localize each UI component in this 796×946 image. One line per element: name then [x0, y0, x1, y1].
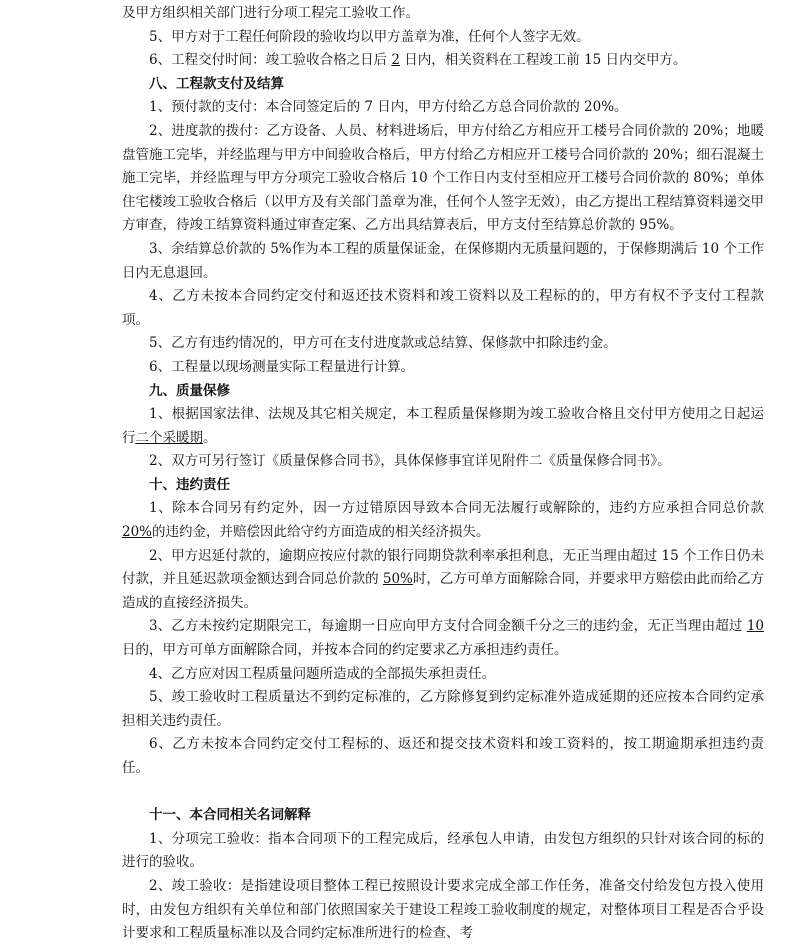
- paragraph: 及甲方组织相关部门进行分项工程完工验收工作。: [122, 5, 419, 21]
- text: 的违约金，并赔偿因此给守约方面造成的相关经济损失。: [152, 524, 490, 541]
- underlined-value: 2: [391, 52, 400, 69]
- section-heading: 九、质量保修: [149, 382, 230, 399]
- underlined-value: 50%: [382, 571, 413, 588]
- paragraph: 6、乙方未按本合同约定交付工程标的、返还和提交技术资料和竣工资料的，按工期逾期承担违约责任。: [122, 736, 764, 776]
- text: 6、工程交付时间：竣工验收合格之日后: [149, 52, 392, 69]
- section-heading: 八、工程款支付及结算: [149, 75, 284, 92]
- paragraph: [122, 497, 764, 544]
- section-heading: 十、违约责任: [149, 476, 230, 493]
- paragraph: 5、乙方有违约情况的，甲方可在支付进度款或总结算、保修款中扣除违约金。: [149, 335, 617, 352]
- paragraph: 1、预付款的支付：本合同签定后的 7 日内，甲方付给乙方总合同价款的 20%。: [149, 99, 628, 116]
- text: 日内，相关资料在工程竣工前 15 日内交甲方。: [399, 52, 687, 69]
- paragraph: 4、乙方应对因工程质量问题所造成的全部损失承担责任。: [149, 665, 496, 682]
- text: 日的，甲方可单方面解除合同，并按本合同的约定要求乙方承担违约责任。: [122, 642, 568, 659]
- section-heading: 十一、本合同相关名词解释: [149, 807, 311, 824]
- paragraph: 2、竣工验收：是指建设项目整体工程已按照设计要求完成全部工作任务，准备交付给发包方投入使用时，由发包方组织有关单位和部门依照国家关于建设工程竣工验收制度的规定，对整体项目工程是否合乎设计要求和工程质量标准以及合同约定标准所进行的检查、考: [122, 877, 764, 942]
- paragraph: 2、进度款的拨付：乙方设备、人员、材料进场后，甲方付给乙方相应开工楼号合同价款的 20%；地暖盘管施工完毕，并经监理与甲方中间验收合格后，甲方付给乙方相应开工楼号合同价款的 20%；细石混凝土施工完毕，并经监理与甲方分项完工验收合格后 10 个工作日内支付至相应开工楼号合同价款的 80%；单体住宅楼竣工验收合格后（以甲方及有关部门盖章为准，任何个人签字无效），由乙方提出工程结算资料递交甲方审查，待竣工结算资料通过审查定案、乙方出具结算表后，甲方支付至结算总价款的 95%。: [122, 122, 764, 234]
- paragraph: [122, 403, 764, 450]
- paragraph: 5、竣工验收时工程质量达不到约定标准的，乙方除修复到约定标准外造成延期的还应按本合同约定承担相关违约责任。: [122, 689, 764, 729]
- paragraph: 5、甲方对于工程任何阶段的验收均以甲方盖章为准，任何个人签字无效。: [149, 28, 590, 45]
- paragraph: 2、双方可另行签订《质量保修合同书》，具体保修事宜详见附件二《质量保修合同书》。: [149, 453, 671, 470]
- paragraph: [122, 545, 764, 616]
- text: 1、根据国家法律、法规及其它相关规定，本工程质量保修期为竣工验收合格且交付甲方使用之日起运行: [122, 406, 764, 446]
- paragraph: [122, 49, 764, 73]
- text: 2、甲方迟延付款的，逾期应按应付款的银行同期贷款利率承担利息，无正当理由超过 15 个工作日仍未付款，并且延迟款项金额达到合同总价款的: [122, 547, 764, 588]
- text: 1、除本合同另有约定外，因一方过错原因导致本合同无法履行或解除的，违约方应承担合同总价款: [149, 500, 764, 517]
- text: 时，乙方可单方面解除合同，并要求甲方赔偿由此而给乙方造成的直接经济损失。: [122, 571, 764, 611]
- paragraph: [122, 615, 764, 662]
- blank-line: [122, 781, 764, 805]
- paragraph: 4、乙方未按本合同约定交付和返还技术资料和竣工资料以及工程标的的，甲方有权不予支付工程款项。: [122, 288, 764, 328]
- underlined-value: 10: [746, 618, 764, 635]
- underlined-value: 二个采暖期: [135, 429, 203, 446]
- underlined-value: 20%: [122, 524, 153, 541]
- text: 3、乙方未按约定期限完工，每逾期一日应向甲方支付合同金额千分之三的违约金，无正当理由超过: [149, 618, 747, 635]
- paragraph: 6、工程量以现场测量实际工程量进行计算。: [149, 358, 415, 375]
- text: 。: [203, 429, 217, 446]
- paragraph: 1、分项完工验收：指本合同项下的工程完成后，经承包人申请，由发包方组织的只针对该合同的标的进行的验收。: [122, 830, 764, 871]
- paragraph: 3、余结算总价款的 5%作为本工程的质量保证金，在保修期内无质量问题的，于保修期满后 10 个工作日内无息退回。: [122, 240, 764, 281]
